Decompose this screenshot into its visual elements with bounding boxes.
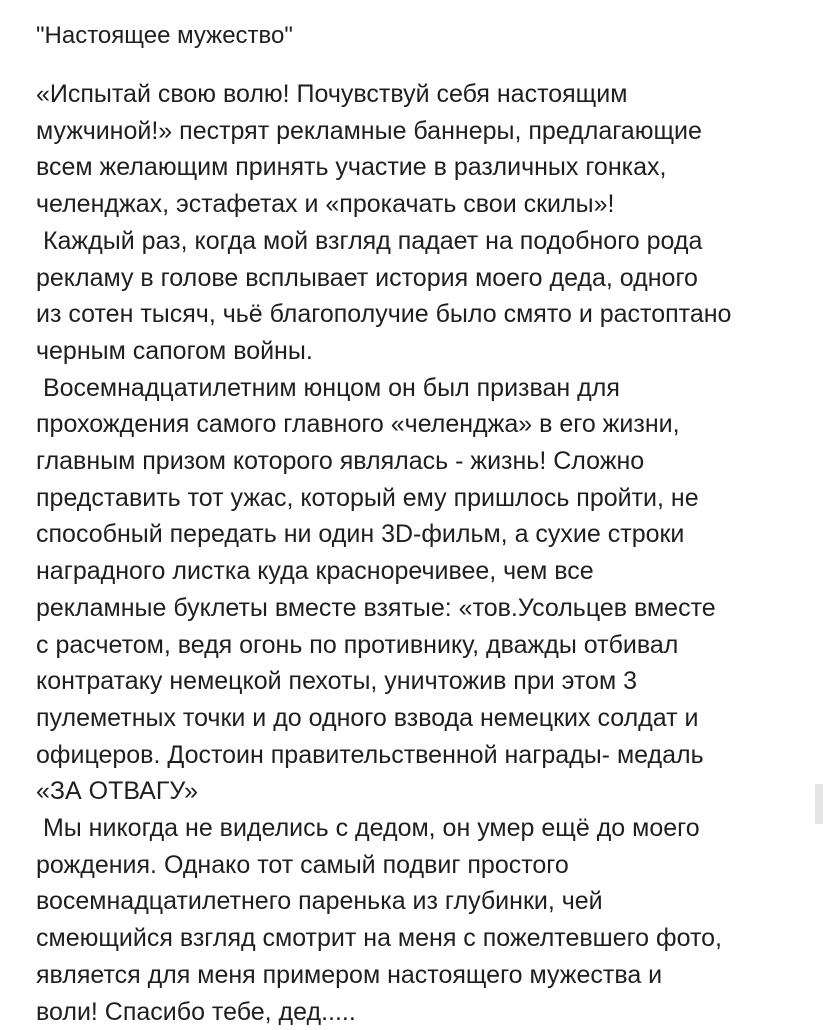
post-text-line: представить тот ужас, который ему пришлось пройти, не xyxy=(36,483,699,512)
post-text-line: главным призом которого являлась - жизнь! Сложно xyxy=(36,447,645,476)
post-text-line: является для меня примером настоящего мужества и xyxy=(36,960,663,989)
post-text-line: челенджах, эстафетах и «прокачать свои скилы»! xyxy=(36,190,615,219)
post-text-line: прохождения самого главного «челенджа» в его жизни, xyxy=(36,410,680,439)
post-text-line: пулеметных точки и до одного взвода немецких солдат и xyxy=(36,703,699,732)
post-text-line: способный передать ни один 3D-фильм, а сухие строки xyxy=(36,520,685,549)
post-text-line: контратаку немецкой пехоты, уничтожив при этом 3 xyxy=(36,667,637,696)
post-text-line: воли! Спасибо тебе, дед..... xyxy=(36,997,356,1026)
scrollbar-thumb[interactable] xyxy=(815,784,823,824)
post-content xyxy=(36,18,796,1030)
post-text-line: «ЗА ОТВАГУ» xyxy=(36,777,199,806)
post-text-line: наградного листка куда красноречивее, чем все xyxy=(36,557,594,586)
post-text-line: офицеров. Достоин правительственной награды- медаль xyxy=(36,740,704,769)
post-text-line: мужчиной!» пестрят рекламные баннеры, предлагающие xyxy=(36,116,702,145)
post-text-line: Восемнадцатилетним юнцом он был призван для xyxy=(36,373,620,402)
post-body xyxy=(36,76,796,1030)
post-text-line: смеющийся взгляд смотрит на меня с пожелтевшего фото, xyxy=(36,924,722,953)
post-text-line: «Испытай свою волю! Почувствуй себя настоящим xyxy=(36,80,628,108)
post-text-line: черным сапогом войны. xyxy=(36,336,313,365)
post-text-line: с расчетом, ведя огонь по противнику, дважды отбивал xyxy=(36,630,679,659)
post-text-line: всем желающим принять участие в различных гонках, xyxy=(36,153,667,182)
post-text-line: рекламные буклеты вместе взятые: «тов.Усольцев вместе xyxy=(36,593,716,622)
post-text-line: Мы никогда не виделись с дедом, он умер ещё до моего xyxy=(36,814,700,843)
post-text-line: рекламу в голове всплывает история моего деда, одного xyxy=(36,263,698,292)
post-title: "Настоящее мужество" xyxy=(36,22,293,49)
post-text-line: из сотен тысяч, чьё благополучие было смято и растоптано xyxy=(36,300,732,329)
post-text-line: Каждый раз, когда мой взгляд падает на подобного рода xyxy=(36,226,703,255)
post-text-line: рождения. Однако тот самый подвиг простого xyxy=(36,850,569,879)
post-text-line: восемнадцатилетнего паренька из глубинки, чей xyxy=(36,887,603,916)
